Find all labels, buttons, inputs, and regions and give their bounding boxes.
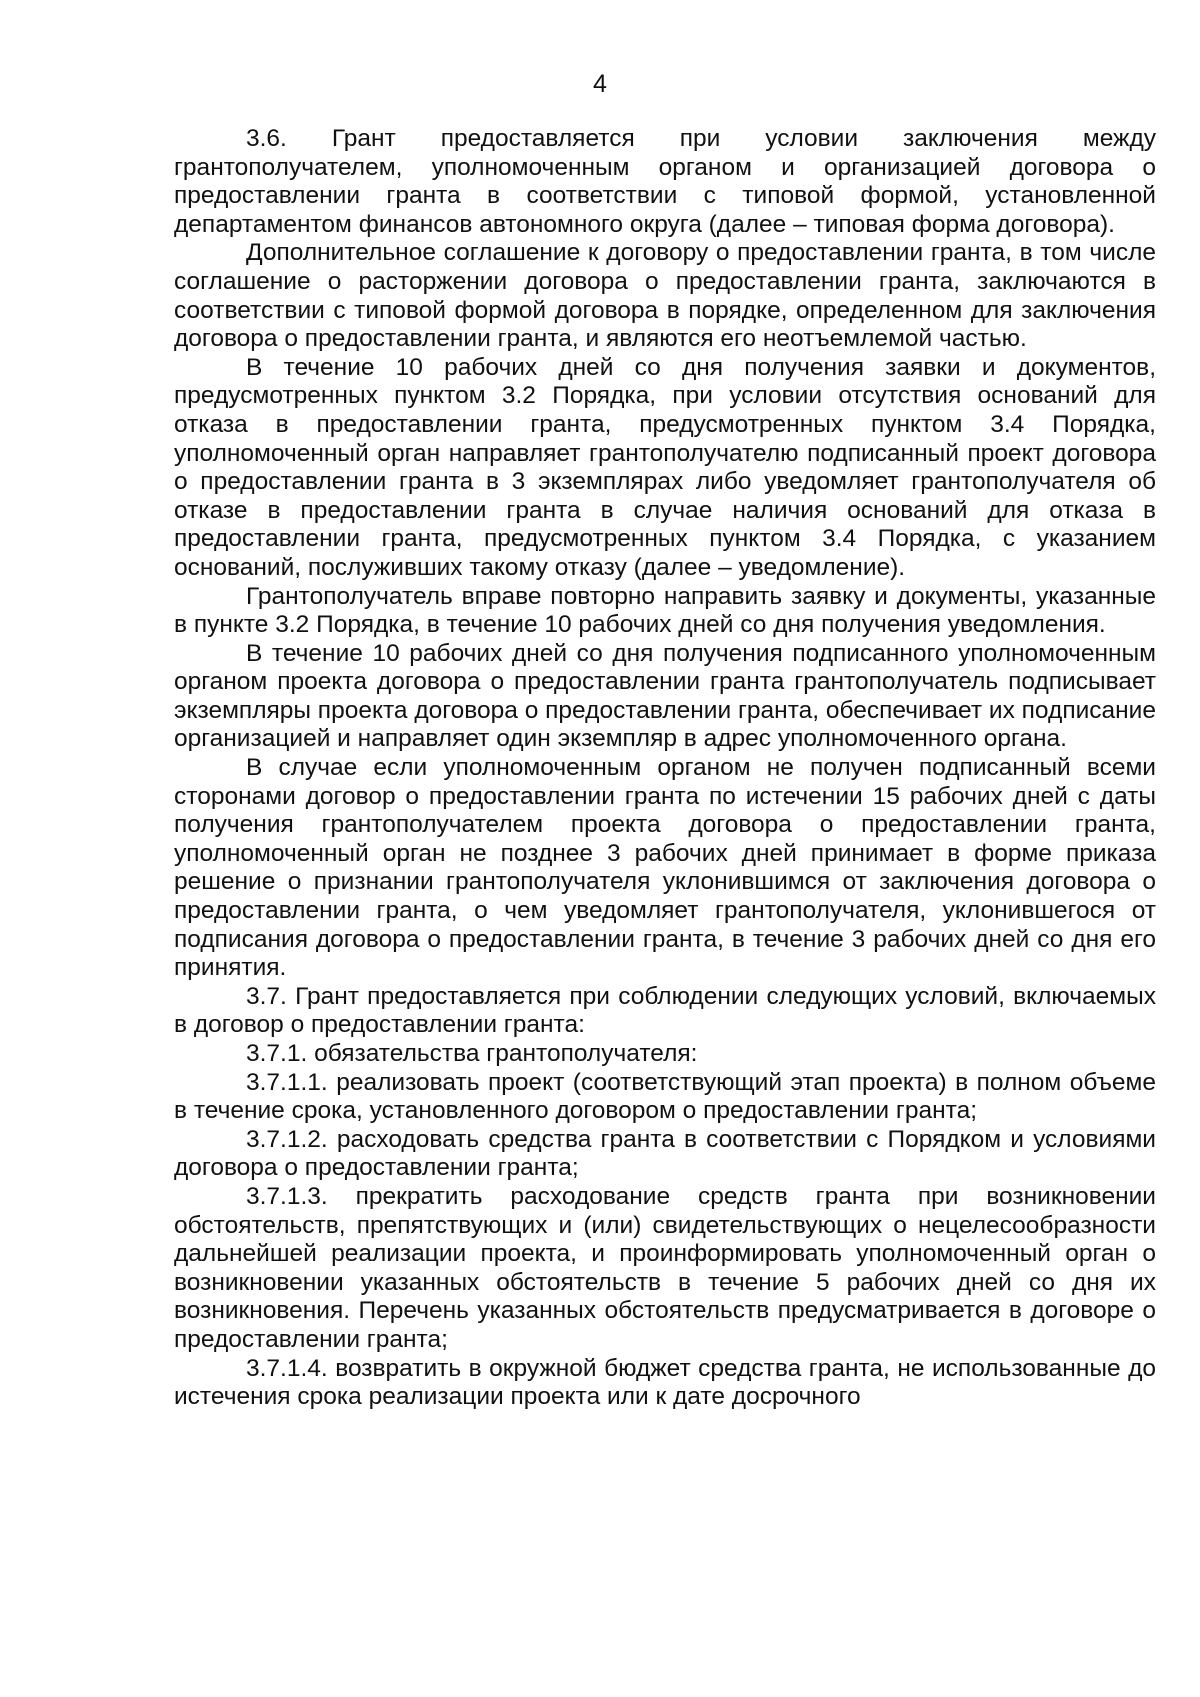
paragraph-resubmission: Грантополучатель вправе повторно направить заявку и документы, указанные в пункте 3.2 Порядка, в течение 10 рабочих дней со дня получения уведомления.: [174, 582, 1156, 639]
paragraph-3-6: 3.6. Грант предоставляется при условии заключения между грантополучателем, уполномоченным органом и организацией договора о предоставлении гранта в соответствии с типовой формой, установленной департаментом финансов автономного округа (далее – типовая форма договора).: [174, 125, 1156, 238]
paragraph-3-7: 3.7. Грант предоставляется при соблюдении следующих условий, включаемых в договор о предоставлении гранта:: [174, 982, 1156, 1039]
paragraph-3-7-1-3: 3.7.1.3. прекратить расходование средств гранта при возникновении обстоятельств, препятствующих и (или) свидетельствующих о нецелесообразности дальнейшей реализации проекта, и проинформировать уполномоченный орган о возникновении указанных обстоятельств в течение 5 рабочих дней со дня их возникновения. Перечень указанных обстоятельств предусматривается в договоре о предоставлении гранта;: [174, 1182, 1156, 1353]
paragraph-evasion: В случае если уполномоченным органом не получен подписанный всеми сторонами договор о предоставлении гранта по истечении 15 рабочих дней с даты получения грантополучателем проекта договора о предоставлении гранта, уполномоченный орган не позднее 3 рабочих дней принимает в форме приказа решение о признании грантополучателя уклонившимся от заключения договора о предоставлении гранта, о чем уведомляет грантополучателя, уклонившегося от подписания договора о предоставлении гранта, в течение 3 рабочих дней со дня его принятия.: [174, 754, 1156, 982]
paragraph-3-7-1-1: 3.7.1.1. реализовать проект (соответствующий этап проекта) в полном объеме в течение срока, установленного договором о предоставлении гранта;: [174, 1068, 1156, 1125]
paragraph-signing: В течение 10 рабочих дней со дня получения подписанного уполномоченным органом проекта договора о предоставлении гранта грантополучатель подписывает экземпляры проекта договора о предоставлении гранта, обеспечивает их подписание организацией и направляет один экземпляр в адрес уполномоченного органа.: [174, 639, 1156, 753]
page-number: 4: [593, 70, 607, 98]
paragraph-additional-agreement: Дополнительное соглашение к договору о предоставлении гранта, в том числе соглашение о расторжении договора о предоставлении гранта, заключаются в соответствии с типовой формой договора в порядке, определенном для заключения договора о предоставлении гранта, и являются его неотъемлемой частью.: [174, 239, 1156, 353]
paragraph-review-period: В течение 10 рабочих дней со дня получения заявки и документов, предусмотренных пунктом 3.2 Порядка, при условии отсутствия оснований для отказа в предоставлении гранта, предусмотренных пунктом 3.4 Порядка, уполномоченный орган направляет грантополучателю подписанный проект договора о предоставлении гранта в 3 экземплярах либо уведомляет грантополучателя об отказе в предоставлении гранта в случае наличия оснований для отказа в предоставлении гранта, предусмотренных пунктом 3.4 Порядка, с указанием оснований, послуживших такому отказу (далее – уведомление).: [174, 353, 1156, 581]
document-body: [174, 125, 1156, 1412]
paragraph-3-7-1-4: 3.7.1.4. возвратить в окружной бюджет средства гранта, не использованные до истечения срока реализации проекта или к дате досрочного: [174, 1354, 1156, 1411]
paragraph-3-7-1: 3.7.1. обязательства грантополучателя:: [246, 1040, 698, 1067]
paragraph-3-7-1-2: 3.7.1.2. расходовать средства гранта в соответствии с Порядком и условиями договора о предоставлении гранта;: [174, 1125, 1156, 1182]
